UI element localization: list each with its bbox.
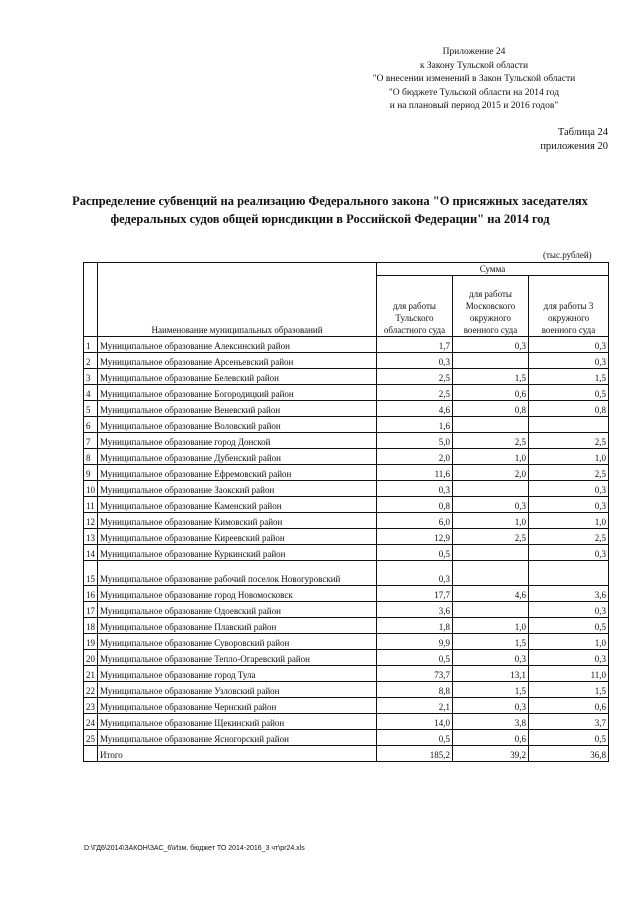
value-moscow-military-court: 0,3 bbox=[453, 497, 529, 513]
title-line: федеральных судов общей юрисдикции в Российской Федерации" на 2014 год bbox=[110, 212, 550, 226]
municipality-name: Муниципальное образование Узловский район bbox=[98, 682, 377, 698]
value-moscow-military-court bbox=[453, 481, 529, 497]
value-third-military-court: 1,0 bbox=[529, 449, 609, 465]
value-moscow-military-court: 3,8 bbox=[453, 714, 529, 730]
value-tula-court: 0,3 bbox=[377, 353, 453, 369]
value-third-military-court bbox=[529, 417, 609, 433]
municipality-name: Муниципальное образование Ефремовский район bbox=[98, 465, 377, 481]
value-tula-court: 8,8 bbox=[377, 682, 453, 698]
row-number: 15 bbox=[84, 561, 98, 586]
header-number bbox=[84, 263, 98, 337]
value-moscow-military-court: 2,5 bbox=[453, 433, 529, 449]
subsidy-table bbox=[83, 262, 609, 762]
value-tula-court: 6,0 bbox=[377, 513, 453, 529]
municipality-name: Муниципальное образование Алексинский район bbox=[98, 337, 377, 353]
value-moscow-military-court: 1,5 bbox=[453, 369, 529, 385]
municipality-name: Муниципальное образование Богородицкий район bbox=[98, 385, 377, 401]
table-row bbox=[84, 337, 609, 353]
value-third-military-court: 0,6 bbox=[529, 698, 609, 714]
table-row bbox=[84, 449, 609, 465]
value-tula-court: 3,6 bbox=[377, 602, 453, 618]
value-third-military-court: 2,5 bbox=[529, 465, 609, 481]
table-row bbox=[84, 433, 609, 449]
value-third-military-court: 0,3 bbox=[529, 650, 609, 666]
header-tula-court: для работы Тульского областного суда bbox=[377, 276, 453, 337]
row-number: 11 bbox=[84, 497, 98, 513]
value-third-military-court: 3,7 bbox=[529, 714, 609, 730]
table-row bbox=[84, 666, 609, 682]
table-row bbox=[84, 529, 609, 545]
value-moscow-military-court: 0,3 bbox=[453, 698, 529, 714]
value-tula-court: 0,5 bbox=[377, 545, 453, 561]
table-row bbox=[84, 586, 609, 602]
table-row bbox=[84, 634, 609, 650]
row-number: 5 bbox=[84, 401, 98, 417]
value-third-military-court: 0,5 bbox=[529, 730, 609, 746]
annex-header bbox=[330, 46, 618, 114]
row-number: 7 bbox=[84, 433, 98, 449]
table-row bbox=[84, 714, 609, 730]
municipality-name: Муниципальное образование рабочий поселок Новогуровский bbox=[98, 561, 377, 586]
row-number: 19 bbox=[84, 634, 98, 650]
row-number: 6 bbox=[84, 417, 98, 433]
municipality-name: Муниципальное образование Тепло-Огаревский район bbox=[98, 650, 377, 666]
value-moscow-military-court bbox=[453, 353, 529, 369]
value-moscow-military-court: 1,0 bbox=[453, 513, 529, 529]
value-moscow-military-court: 0,6 bbox=[453, 385, 529, 401]
total-third-military-court: 36,8 bbox=[529, 746, 609, 762]
municipality-name: Муниципальное образование Плавский район bbox=[98, 618, 377, 634]
row-number: 23 bbox=[84, 698, 98, 714]
row-number: 16 bbox=[84, 586, 98, 602]
row-number: 14 bbox=[84, 545, 98, 561]
document-title bbox=[70, 192, 590, 228]
municipality-name: Муниципальное образование Ясногорский район bbox=[98, 730, 377, 746]
table-reference-line: приложения 20 bbox=[540, 141, 608, 152]
table-row bbox=[84, 481, 609, 497]
total-tula-court: 185,2 bbox=[377, 746, 453, 762]
value-tula-court: 14,0 bbox=[377, 714, 453, 730]
value-tula-court: 11,6 bbox=[377, 465, 453, 481]
annex-line: к Закону Тульской области bbox=[419, 60, 529, 71]
table-row bbox=[84, 682, 609, 698]
municipality-name: Муниципальное образование Арсеньевский район bbox=[98, 353, 377, 369]
value-moscow-military-court bbox=[453, 417, 529, 433]
header-moscow-military-court: для работы Московского окружного военного суда bbox=[453, 276, 529, 337]
total-moscow-military-court: 39,2 bbox=[453, 746, 529, 762]
municipality-name: Муниципальное образование Воловский район bbox=[98, 417, 377, 433]
value-third-military-court: 0,3 bbox=[529, 602, 609, 618]
value-third-military-court: 1,0 bbox=[529, 513, 609, 529]
value-tula-court: 1,7 bbox=[377, 337, 453, 353]
value-moscow-military-court bbox=[453, 602, 529, 618]
row-number: 8 bbox=[84, 449, 98, 465]
municipality-name: Муниципальное образование Киреевский район bbox=[98, 529, 377, 545]
municipality-name: Муниципальное образование Одоевский район bbox=[98, 602, 377, 618]
row-number: 24 bbox=[84, 714, 98, 730]
table-row bbox=[84, 730, 609, 746]
value-tula-court: 12,9 bbox=[377, 529, 453, 545]
municipality-name: Муниципальное образование город Тула bbox=[98, 666, 377, 682]
value-third-military-court: 0,5 bbox=[529, 618, 609, 634]
table-row bbox=[84, 513, 609, 529]
row-number: 13 bbox=[84, 529, 98, 545]
header-name: Наименование муниципальных образований bbox=[98, 263, 377, 337]
value-third-military-court: 11,0 bbox=[529, 666, 609, 682]
municipality-name: Муниципальное образование Заокский район bbox=[98, 481, 377, 497]
value-third-military-court: 0,3 bbox=[529, 497, 609, 513]
total-label: Итого bbox=[98, 746, 377, 762]
value-third-military-court: 0,8 bbox=[529, 401, 609, 417]
value-moscow-military-court: 1,5 bbox=[453, 634, 529, 650]
row-number: 2 bbox=[84, 353, 98, 369]
table-row bbox=[84, 497, 609, 513]
value-moscow-military-court: 0,6 bbox=[453, 730, 529, 746]
value-tula-court: 73,7 bbox=[377, 666, 453, 682]
row-number: 20 bbox=[84, 650, 98, 666]
municipality-name: Муниципальное образование Дубенский район bbox=[98, 449, 377, 465]
value-tula-court: 9,9 bbox=[377, 634, 453, 650]
value-moscow-military-court: 1,0 bbox=[453, 449, 529, 465]
annex-line: Приложение 24 bbox=[442, 47, 506, 57]
value-third-military-court: 0,5 bbox=[529, 385, 609, 401]
annex-line: "О внесении изменений в Закон Тульской области bbox=[372, 74, 576, 84]
value-moscow-military-court: 2,5 bbox=[453, 529, 529, 545]
table-row bbox=[84, 417, 609, 433]
value-third-military-court: 2,5 bbox=[529, 529, 609, 545]
table-row bbox=[84, 650, 609, 666]
value-tula-court: 17,7 bbox=[377, 586, 453, 602]
row-number: 10 bbox=[84, 481, 98, 497]
municipality-name: Муниципальное образование Куркинский район bbox=[98, 545, 377, 561]
table-row bbox=[84, 618, 609, 634]
value-tula-court: 0,5 bbox=[377, 650, 453, 666]
value-tula-court: 2,1 bbox=[377, 698, 453, 714]
value-tula-court: 1,6 bbox=[377, 417, 453, 433]
table-row bbox=[84, 353, 609, 369]
value-moscow-military-court: 0,3 bbox=[453, 650, 529, 666]
value-moscow-military-court bbox=[453, 561, 529, 586]
value-tula-court: 0,3 bbox=[377, 561, 453, 586]
row-number: 12 bbox=[84, 513, 98, 529]
table-row bbox=[84, 602, 609, 618]
row-number: 4 bbox=[84, 385, 98, 401]
value-tula-court: 2,0 bbox=[377, 449, 453, 465]
row-number: 22 bbox=[84, 682, 98, 698]
table-row bbox=[84, 465, 609, 481]
value-moscow-military-court: 1,5 bbox=[453, 682, 529, 698]
file-path-footer: D:\ГД6\2014\ЗАКОН\ЗАС_6\Изм. бюджет ТО 2014-2016_3 чт\pr24.xls bbox=[84, 845, 305, 852]
value-third-military-court: 0,3 bbox=[529, 481, 609, 497]
value-tula-court: 0,3 bbox=[377, 481, 453, 497]
table-row bbox=[84, 401, 609, 417]
value-third-military-court: 0,3 bbox=[529, 337, 609, 353]
value-moscow-military-court: 0,8 bbox=[453, 401, 529, 417]
municipality-name: Муниципальное образование город Донской bbox=[98, 433, 377, 449]
table-row bbox=[84, 561, 609, 586]
value-third-military-court: 3,6 bbox=[529, 586, 609, 602]
value-moscow-military-court bbox=[453, 545, 529, 561]
value-moscow-military-court: 1,0 bbox=[453, 618, 529, 634]
value-third-military-court: 0,3 bbox=[529, 353, 609, 369]
annex-line: "О бюджете Тульской области на 2014 год bbox=[388, 87, 560, 98]
municipality-name: Муниципальное образование город Новомосковск bbox=[98, 586, 377, 602]
row-number: 3 bbox=[84, 369, 98, 385]
value-tula-court: 4,6 bbox=[377, 401, 453, 417]
header-third-military-court: для работы 3 окружного военного суда bbox=[529, 276, 609, 337]
value-moscow-military-court: 2,0 bbox=[453, 465, 529, 481]
row-number: 17 bbox=[84, 602, 98, 618]
value-tula-court: 1,8 bbox=[377, 618, 453, 634]
total-number-cell bbox=[84, 746, 98, 762]
value-moscow-military-court: 13,1 bbox=[453, 666, 529, 682]
municipality-name: Муниципальное образование Щекинский район bbox=[98, 714, 377, 730]
municipality-name: Муниципальное образование Каменский район bbox=[98, 497, 377, 513]
table-row bbox=[84, 545, 609, 561]
row-number: 9 bbox=[84, 465, 98, 481]
row-number: 1 bbox=[84, 337, 98, 353]
table-reference bbox=[540, 126, 608, 154]
annex-line: и на плановый период 2015 и 2016 годов" bbox=[389, 101, 559, 111]
table-row bbox=[84, 385, 609, 401]
total-row bbox=[84, 746, 609, 762]
value-third-military-court: 0,3 bbox=[529, 545, 609, 561]
table-body bbox=[84, 337, 609, 746]
municipality-name: Муниципальное образование Веневский район bbox=[98, 401, 377, 417]
value-tula-court: 5,0 bbox=[377, 433, 453, 449]
value-third-military-court: 2,5 bbox=[529, 433, 609, 449]
value-tula-court: 2,5 bbox=[377, 385, 453, 401]
municipality-name: Муниципальное образование Чернский район bbox=[98, 698, 377, 714]
value-moscow-military-court: 4,6 bbox=[453, 586, 529, 602]
municipality-name: Муниципальное образование Суворовский район bbox=[98, 634, 377, 650]
row-number: 18 bbox=[84, 618, 98, 634]
row-number: 21 bbox=[84, 666, 98, 682]
table-reference-line: Таблица 24 bbox=[557, 127, 608, 138]
table-row bbox=[84, 698, 609, 714]
value-tula-court: 0,8 bbox=[377, 497, 453, 513]
title-line: Распределение субвенций на реализацию Федерального закона "О присяжных заседателях bbox=[72, 194, 588, 208]
municipality-name: Муниципальное образование Кимовский район bbox=[98, 513, 377, 529]
value-third-military-court: 1,5 bbox=[529, 682, 609, 698]
unit-label: (тыс.рублей) bbox=[543, 250, 592, 260]
value-third-military-court: 1,5 bbox=[529, 369, 609, 385]
header-sum: Сумма bbox=[377, 263, 609, 276]
table-row bbox=[84, 369, 609, 385]
value-moscow-military-court: 0,3 bbox=[453, 337, 529, 353]
municipality-name: Муниципальное образование Белевский район bbox=[98, 369, 377, 385]
value-third-military-court bbox=[529, 561, 609, 586]
value-tula-court: 2,5 bbox=[377, 369, 453, 385]
row-number: 25 bbox=[84, 730, 98, 746]
value-tula-court: 0,5 bbox=[377, 730, 453, 746]
value-third-military-court: 1,0 bbox=[529, 634, 609, 650]
